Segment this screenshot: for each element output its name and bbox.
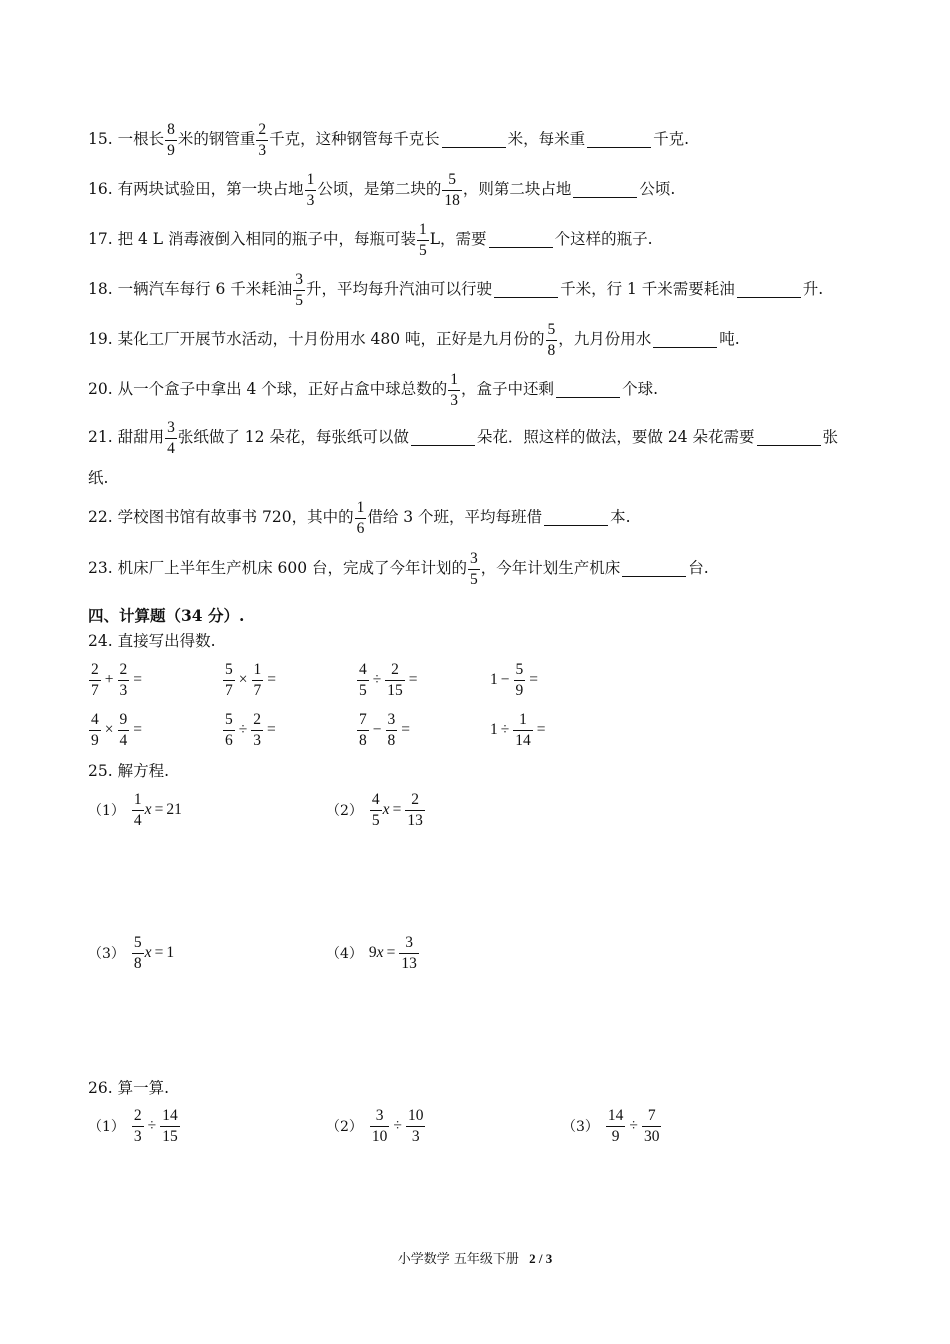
answer-blank[interactable]: [556, 396, 620, 398]
q18-text-3: 千米，行 1 千米需要耗油: [560, 280, 735, 299]
q17-text-3: 个这样的瓶子.: [554, 230, 653, 249]
q17-text-2: L，需要: [429, 230, 487, 249]
q17-text-1: 17. 把 4 L 消毒液倒入相同的瓶子中，每瓶可装: [88, 230, 417, 249]
answer-blank[interactable]: [622, 575, 686, 577]
q26-expr-1: （1） $\frac{2}{3}$ ÷ $\frac{14}{15}$: [88, 1107, 178, 1145]
q15-text-2: 米的钢管重: [177, 130, 256, 149]
q24-expr-5: $\frac{4}{9}$ × $\frac{9}{4}$ =: [91, 711, 142, 749]
answer-blank[interactable]: [442, 146, 506, 148]
section-heading: 四、计算题（34 分）.: [88, 606, 245, 625]
q23-text-1: 23. 机床厂上半年生产机床 600 台，完成了今年计划的: [88, 559, 468, 578]
q19-text-3: 吨.: [719, 330, 740, 349]
answer-blank[interactable]: [737, 296, 801, 298]
q24-expr-3: $\frac{4}{5}$ ÷ $\frac{2}{15}$ =: [359, 661, 418, 699]
q15-fraction-1: $\frac{8}{9}$: [167, 121, 175, 159]
page-footer: [0, 1248, 950, 1267]
q17-fraction-1: $\frac{1}{5}$: [419, 221, 427, 259]
q19-text-2: ，九月份用水: [558, 330, 652, 349]
question-19: [88, 322, 740, 358]
q16-text-4: 公顷.: [639, 180, 676, 199]
q19-fraction-1: $\frac{5}{8}$: [547, 321, 556, 359]
q18-text-2: 升，平均每升汽油可以行驶: [306, 280, 493, 299]
q23-text-2: ，今年计划生产机床: [480, 559, 621, 578]
q20-fraction-1: $\frac{1}{3}$: [450, 371, 459, 409]
q22-text-3: 本.: [610, 508, 631, 527]
q26-title: 26. 算一算.: [88, 1079, 170, 1097]
q25-equation-2: （2） $\frac{4}{5}$ x = $\frac{2}{13}$: [326, 791, 423, 829]
answer-blank[interactable]: [573, 196, 637, 198]
q24-expr-7: $\frac{7}{8}$ − $\frac{3}{8}$ =: [359, 711, 410, 749]
question-21: [88, 420, 838, 456]
answer-blank[interactable]: [653, 346, 717, 348]
q23-fraction-1: $\frac{3}{5}$: [470, 550, 478, 588]
q22-text-2: 借给 3 个班，平均每班借: [367, 508, 543, 527]
q22-text-1: 22. 学校图书馆有故事书 720，其中的: [88, 508, 354, 527]
q21-text-4: 张: [822, 428, 839, 447]
page-number: 2 / 3: [529, 1251, 553, 1266]
q20-text-2: ，盒子中还剩: [461, 380, 555, 399]
answer-blank[interactable]: [587, 146, 651, 148]
footer-text: 小学数学 五年级下册: [397, 1252, 519, 1267]
q20-text-3: 个球.: [622, 380, 658, 399]
q24-title: 24. 直接写出得数.: [88, 632, 216, 650]
answer-blank[interactable]: [411, 444, 475, 446]
answer-blank[interactable]: [757, 444, 821, 446]
question-17: [88, 222, 653, 258]
answer-blank[interactable]: [489, 246, 553, 248]
q26-expr-2: （2） $\frac{3}{10}$ ÷ $\frac{10}{3}$: [326, 1107, 424, 1145]
q19-text-1: 19. 某化工厂开展节水活动，十月份用水 480 吨，正好是九月份的: [88, 330, 545, 349]
q16-fraction-1: $\frac{1}{3}$: [306, 171, 315, 209]
question-22: [88, 500, 631, 536]
q21-text-2: 张纸做了 12 朵花，每张纸可以做: [177, 428, 409, 447]
q16-text-3: ，则第二块占地: [462, 180, 572, 199]
q25-title: 25. 解方程.: [88, 762, 170, 780]
q22-fraction-1: $\frac{1}{6}$: [356, 499, 365, 537]
q16-text-2: 公顷，是第二块的: [317, 180, 442, 199]
q21-text-5: 纸.: [88, 469, 109, 487]
q15-text-4: 米，每米重: [507, 130, 586, 149]
q21-fraction-1: $\frac{3}{4}$: [167, 419, 175, 457]
q25-equation-4: （4） 9 x = $\frac{3}{13}$: [326, 934, 417, 972]
q16-fraction-2: $\frac{5}{18}$: [444, 171, 460, 209]
q26-expr-3: （3） $\frac{14}{9}$ ÷ $\frac{7}{30}$: [562, 1107, 660, 1145]
q15-text-1: 15. 一根长: [88, 130, 165, 149]
answer-blank[interactable]: [544, 524, 608, 526]
q23-text-3: 台.: [688, 559, 709, 578]
question-20: [88, 372, 658, 408]
q21-text-3: 朵花．照这样的做法，要做 24 朵花需要: [476, 428, 755, 447]
question-23: [88, 551, 709, 587]
question-15: [88, 122, 689, 158]
q16-text-1: 16. 有两块试验田，第一块占地: [88, 180, 304, 199]
question-16: [88, 172, 675, 208]
q18-text-1: 18. 一辆汽车每行 6 千米耗油: [88, 280, 293, 299]
q24-expr-6: $\frac{5}{6}$ ÷ $\frac{2}{3}$ =: [225, 711, 276, 749]
q24-expr-2: $\frac{5}{7}$ × $\frac{1}{7}$ =: [225, 661, 276, 699]
question-21-continued: [88, 471, 108, 487]
q24-expr-8: 1 ÷ $\frac{1}{14}$ =: [490, 711, 546, 749]
q21-text-1: 21. 甜甜用: [88, 428, 165, 447]
q18-text-4: 升.: [802, 280, 824, 299]
answer-blank[interactable]: [494, 296, 558, 298]
q15-text-3: 千克，这种钢管每千克长: [269, 130, 440, 149]
q15-text-5: 千克.: [653, 130, 690, 149]
q25-equation-3: （3） $\frac{5}{8}$ x = 1: [88, 934, 175, 972]
q24-expr-1: $\frac{2}{7}$ + $\frac{2}{3}$ =: [91, 661, 142, 699]
q24-expr-4: 1 − $\frac{5}{9}$ =: [490, 661, 538, 699]
q15-fraction-2: $\frac{2}{3}$: [258, 121, 267, 159]
q18-fraction-1: $\frac{3}{5}$: [295, 271, 304, 309]
q20-text-1: 20. 从一个盒子中拿出 4 个球，正好占盒中球总数的: [88, 380, 448, 399]
q25-equation-1: （1） $\frac{1}{4}$ x = 21: [88, 791, 182, 829]
question-18: [88, 272, 823, 308]
